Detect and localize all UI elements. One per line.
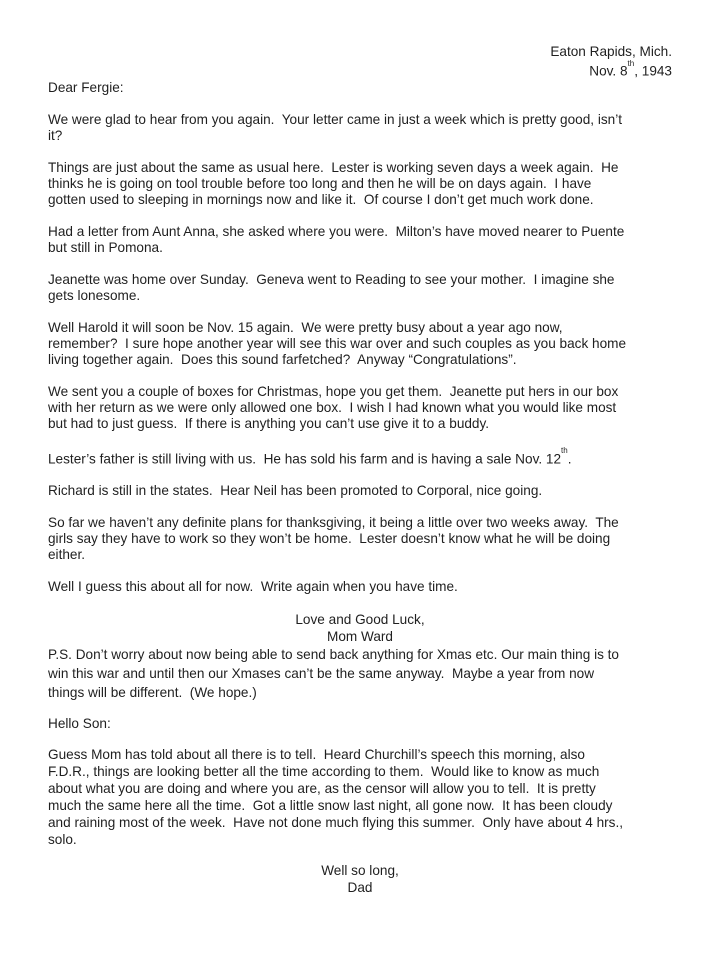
text-line: but had to just guess. If there is anything you can’t use give it to a buddy. bbox=[48, 415, 490, 431]
para-thanksgiving bbox=[48, 515, 672, 563]
text-line: Well so long, bbox=[321, 863, 399, 879]
date-suffix: , 1943 bbox=[634, 63, 672, 79]
para-christmas-boxes bbox=[48, 384, 672, 432]
text-line: with her return as we were only allowed one box. I wish I had known what you would like most bbox=[48, 399, 617, 415]
dateline-date bbox=[48, 60, 672, 80]
text-line: remember? I sure hope another year will see this war over and such couples as you back home bbox=[48, 335, 627, 351]
greeting-fergie: Dear Fergie: bbox=[48, 79, 124, 95]
closing-mom bbox=[48, 611, 672, 645]
text-line: Well I guess this about all for now. Write again when you have time. bbox=[48, 579, 458, 595]
postscript bbox=[48, 645, 672, 702]
text-line: Dad bbox=[347, 880, 373, 896]
text-line: either. bbox=[48, 547, 86, 563]
text-line: it? bbox=[48, 127, 63, 143]
text-line: about what you are doing and where you are, as the censor will allow you to tell. It is pretty bbox=[48, 781, 596, 797]
text-line: Things are just about the same as usual here. Lester is working seven days a week again. He bbox=[48, 159, 619, 175]
text-line: Love and Good Luck, bbox=[295, 612, 425, 628]
text-line: much the same here all the time. Got a little snow last night, all gone now. It has been cloudy bbox=[48, 798, 613, 814]
para-signoff bbox=[48, 579, 672, 595]
text-line: Had a letter from Aunt Anna, she asked where you were. Milton’s have moved nearer to Puente bbox=[48, 223, 625, 239]
text-line: and raining most of the week. Have not done much flying this summer. Only have about 4 hrs., bbox=[48, 815, 624, 831]
text-line: So far we haven’t any definite plans for thanksgiving, it being a little over two weeks away. The bbox=[48, 515, 619, 531]
text-line: Well Harold it will soon be Nov. 15 again. We were pretty busy about a year ago now, bbox=[48, 319, 563, 335]
para-aunt-anna bbox=[48, 224, 672, 256]
text-line: P.S. Don’t worry about now being able to send back anything for Xmas etc. Our main thing is to bbox=[48, 647, 619, 663]
date-prefix: Nov. 8 bbox=[589, 63, 628, 79]
text-line: but still in Pomona. bbox=[48, 239, 163, 255]
dateline-place: Eaton Rapids, Mich. bbox=[550, 44, 672, 59]
text-line: Jeanette was home over Sunday. Geneva went to Reading to see your mother. I imagine she bbox=[48, 271, 615, 287]
text-line: things will be different. (We hope.) bbox=[48, 685, 257, 701]
date-ordinal-superscript: th bbox=[627, 58, 635, 68]
text-line: solo. bbox=[48, 832, 77, 848]
text-line: We sent you a couple of boxes for Christmas, hope you get them. Jeanette put hers in our box bbox=[48, 383, 619, 399]
greeting-son: Hello Son: bbox=[48, 716, 111, 732]
para-richard bbox=[48, 483, 672, 499]
text-line: gets lonesome. bbox=[48, 287, 141, 303]
sale-sentence-suffix: . bbox=[567, 451, 572, 467]
para-farm-sale bbox=[48, 448, 672, 468]
para-lester-work bbox=[48, 160, 672, 208]
para-intro bbox=[48, 112, 672, 144]
text-line: Mom Ward bbox=[327, 629, 393, 645]
para-dad-news bbox=[48, 746, 672, 848]
para-anniversary bbox=[48, 320, 672, 368]
para-jeanette bbox=[48, 272, 672, 304]
sale-sentence-prefix: Lester’s father is still living with us. He has sold his farm and is having a sale Nov. 12 bbox=[48, 451, 562, 467]
text-line: We were glad to hear from you again. Your letter came in just a week which is pretty good, isn’t bbox=[48, 111, 623, 127]
sale-ordinal-superscript: th bbox=[561, 446, 568, 456]
text-line: thinks he is going on tool trouble before too long and then he will be on days again. I have bbox=[48, 175, 592, 191]
text-line: Guess Mom has told about all there is to tell. Heard Churchill’s speech this morning, also bbox=[48, 747, 585, 763]
closing-dad bbox=[48, 862, 672, 896]
text-line: living together again. Does this sound farfetched? Anyway “Congratulations”. bbox=[48, 351, 517, 367]
text-line: F.D.R., things are looking better all the time according to them. Would like to know as much bbox=[48, 764, 600, 780]
text-line: gotten used to sleeping in mornings now and like it. Of course I don’t get much work done. bbox=[48, 191, 594, 207]
dateline bbox=[48, 44, 672, 80]
text-line: win this war and until then our Xmases can’t be the same anyway. Maybe a year from now bbox=[48, 666, 595, 682]
text-line: girls say they have to work so they won’t be home. Lester doesn’t know what he will be doing bbox=[48, 531, 611, 547]
text-line: Richard is still in the states. Hear Neil has been promoted to Corporal, nice going. bbox=[48, 483, 543, 499]
